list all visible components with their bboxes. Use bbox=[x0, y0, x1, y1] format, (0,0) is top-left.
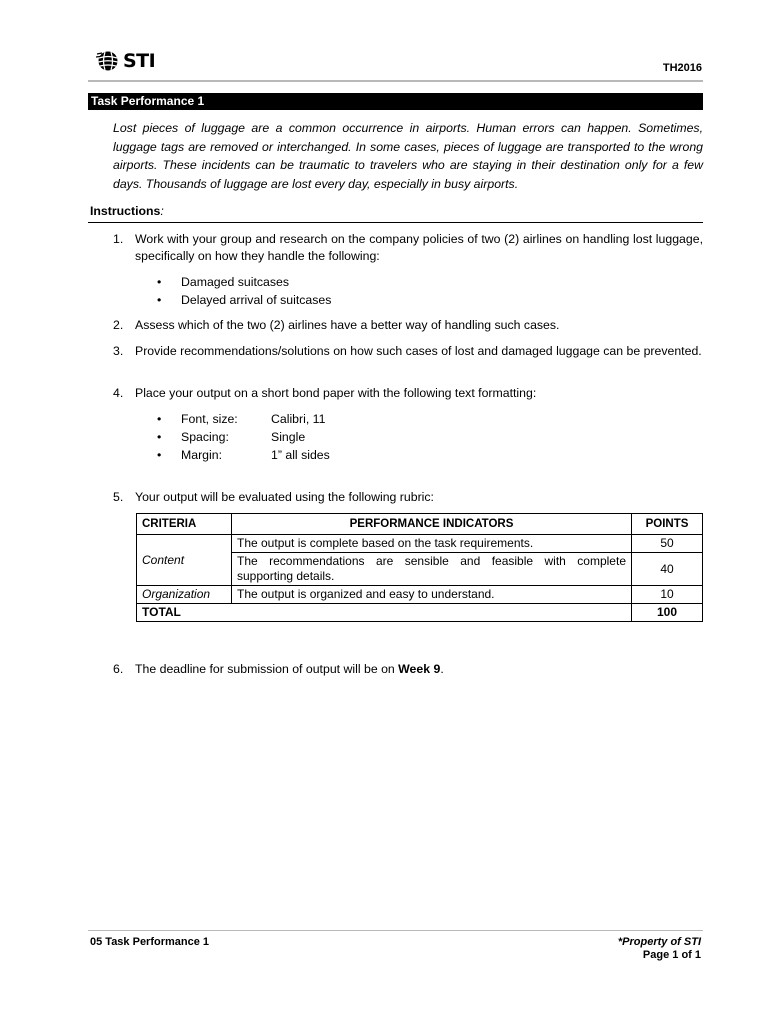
footer-divider bbox=[88, 930, 703, 931]
indicator-cell: The output is complete based on the task requirements. bbox=[232, 535, 632, 553]
intro-paragraph: Lost pieces of luggage are a common occurrence in airports. Human errors can happen. Sometimes, luggage tags are removed or interchanged. In some cases, pieces of luggage are transported to the wrong airports. These incidents can be traumatic to travelers who are staying in their destination only for a few days. Thousands of luggage are lost every day, especially in busy airports. bbox=[113, 121, 703, 191]
format-label: Font, size: bbox=[181, 412, 238, 426]
points-cell: 40 bbox=[632, 553, 703, 586]
footer-right bbox=[618, 936, 701, 962]
item-text: Your output will be evaluated using the following rubric: bbox=[135, 490, 434, 504]
header-points: POINTS bbox=[632, 514, 703, 535]
format-label: Margin: bbox=[181, 448, 223, 462]
item-number: 3. bbox=[113, 344, 124, 358]
logo-text: STI bbox=[123, 50, 156, 72]
format-value: Calibri, 11 bbox=[271, 412, 326, 426]
indicator-cell: The recommendations are sensible and feasible with complete supporting details. bbox=[232, 553, 632, 586]
points-cell: 10 bbox=[632, 586, 703, 604]
header-divider bbox=[88, 80, 703, 82]
points-cell: 50 bbox=[632, 535, 703, 553]
criteria-content: Content bbox=[137, 535, 232, 586]
header-performance-indicators: PERFORMANCE INDICATORS bbox=[232, 514, 632, 535]
table-total-row bbox=[137, 604, 703, 622]
format-value: Single bbox=[271, 430, 306, 444]
total-points: 100 bbox=[632, 604, 703, 622]
footer-title: 05 Task Performance 1 bbox=[90, 936, 210, 948]
total-label: TOTAL bbox=[137, 604, 632, 622]
globe-icon bbox=[96, 50, 122, 72]
table-row bbox=[137, 535, 703, 553]
property-notice: *Property of STI bbox=[617, 936, 701, 948]
table-header-row bbox=[137, 514, 703, 535]
item-text: Place your output on a short bond paper with the following text formatting: bbox=[135, 386, 537, 400]
bullet-icon: • bbox=[157, 430, 162, 444]
item-number: 2. bbox=[113, 318, 124, 332]
list-item bbox=[113, 385, 703, 402]
bullet-text: Delayed arrival of suitcases bbox=[181, 293, 332, 307]
instructions-heading bbox=[90, 204, 164, 218]
list-item bbox=[113, 661, 703, 678]
criteria-organization: Organization bbox=[137, 586, 232, 604]
table-row bbox=[137, 586, 703, 604]
item-text: Work with your group and research on the company policies of two (2) airlines on handling lost luggage, specifically on how they handle the following: bbox=[135, 232, 703, 263]
list-item bbox=[113, 489, 703, 506]
item-number: 4. bbox=[113, 386, 124, 400]
item-text: Provide recommendations/solutions on how such cases of lost and damaged luggage can be prevented. bbox=[135, 344, 702, 358]
format-value: 1” all sides bbox=[271, 448, 330, 462]
document-code: TH2016 bbox=[662, 62, 702, 74]
bullet-icon: • bbox=[157, 412, 162, 426]
rubric-table bbox=[136, 513, 703, 622]
indicator-cell: The output is organized and easy to understand. bbox=[232, 586, 632, 604]
bullet-icon: • bbox=[157, 448, 162, 462]
instructions-colon: : bbox=[160, 204, 164, 218]
item-text: Assess which of the two (2) airlines have a better way of handling such cases. bbox=[135, 318, 560, 332]
item-number: 5. bbox=[113, 490, 124, 504]
format-label: Spacing: bbox=[181, 430, 229, 444]
item-number: 6. bbox=[113, 662, 124, 676]
list-item bbox=[113, 343, 703, 360]
deadline-period: . bbox=[440, 662, 444, 676]
deadline-text: The deadline for submission of output will be on bbox=[135, 662, 399, 676]
deadline-week: Week 9 bbox=[398, 662, 441, 676]
header-criteria: CRITERIA bbox=[137, 514, 232, 535]
sti-logo bbox=[96, 50, 155, 72]
bullet-icon: • bbox=[157, 275, 162, 289]
item-text bbox=[135, 661, 703, 678]
bullet-icon: • bbox=[157, 293, 162, 307]
list-item bbox=[113, 317, 703, 334]
section-title: Task Performance 1 bbox=[88, 93, 703, 110]
item-number: 1. bbox=[113, 232, 124, 246]
list-item bbox=[113, 231, 703, 264]
bullet-text: Damaged suitcases bbox=[181, 275, 289, 289]
page-number: Page 1 of 1 bbox=[642, 949, 701, 961]
instructions-divider bbox=[88, 222, 703, 223]
instructions-label: Instructions bbox=[90, 204, 161, 218]
